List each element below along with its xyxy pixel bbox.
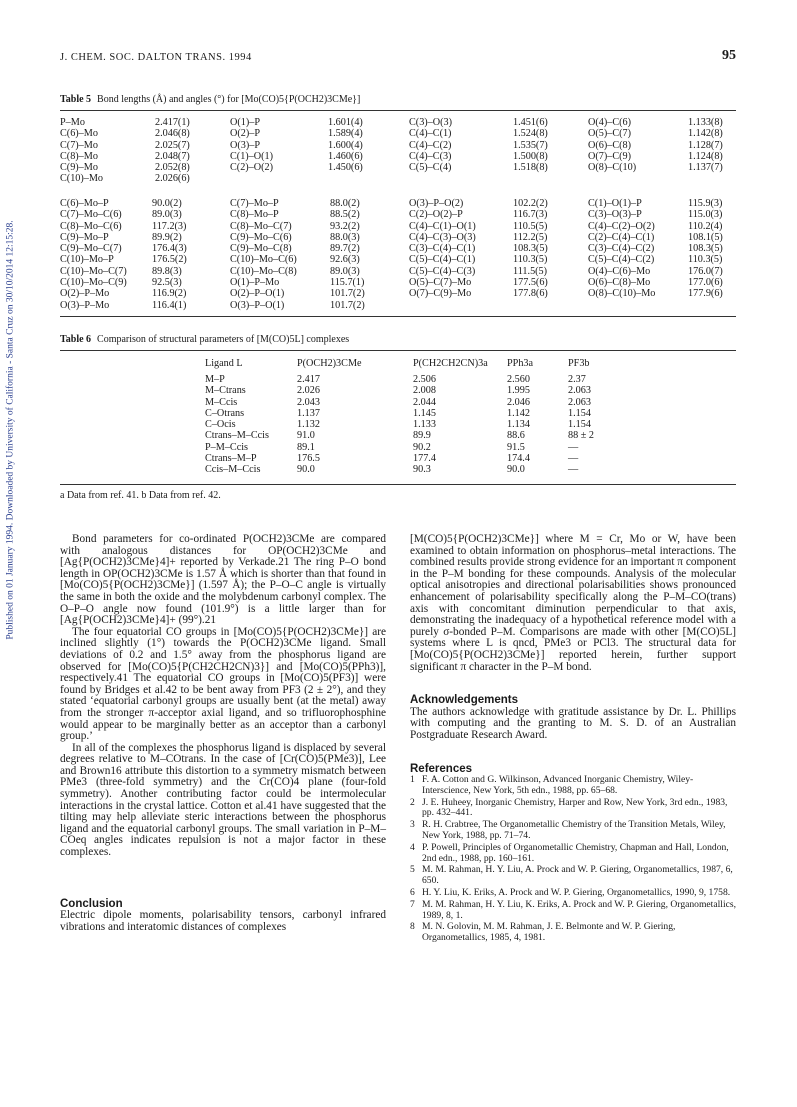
table-cell: 2.008 <box>413 385 436 397</box>
table6-header-col4: PF3b <box>568 358 590 369</box>
table-cell: O(3)–P <box>230 139 260 151</box>
reference-item <box>410 843 736 865</box>
table-cell: C(8)–Mo–C(7) <box>230 220 292 232</box>
table5-caption <box>60 94 360 105</box>
table-cell: O(5)–C(7)–Mo <box>409 277 472 289</box>
table-cell: 2.026(6) <box>155 173 190 185</box>
table-cell: 101.7(2) <box>330 299 365 311</box>
table-cell: 88.6 <box>507 430 525 442</box>
table-cell: 89.0(3) <box>330 265 360 277</box>
table-cell: 1.154 <box>568 419 591 431</box>
table-cell: 112.2(5) <box>513 231 548 243</box>
table-cell: C(8)–Mo–C(6) <box>60 220 122 232</box>
table-cell: P–Mo <box>60 117 85 128</box>
table-cell: 1.451(6) <box>513 117 548 128</box>
table6-header-col2: P(CH2CH2CN)3a <box>413 358 488 369</box>
table-cell: 2.417 <box>297 374 320 385</box>
bond-angle-row <box>60 221 736 232</box>
table-cell: C(2)–C(4)–C(1) <box>588 231 655 243</box>
table5-title: Bond lengths (Å) and angles (°) for [Mo(CO)5{P(OCH2)3CMe}] <box>97 94 361 105</box>
table-cell: P–M–Ccis <box>205 441 249 453</box>
table-cell: C(1)–O(1) <box>230 150 274 162</box>
table6-header-col1: P(OCH2)3CMe <box>297 358 362 369</box>
reference-item <box>410 900 736 922</box>
table-cell: 1.600(4) <box>328 139 363 151</box>
table-cell: 2.560 <box>507 374 530 385</box>
table6-row <box>205 464 605 475</box>
table-cell: O(2)–P–O(1) <box>230 288 285 300</box>
table-cell: 2.043 <box>297 396 320 408</box>
table-cell: 1.124(8) <box>688 150 723 162</box>
table-cell: 1.133(8) <box>688 117 723 128</box>
download-notice-text: Published on 01 January 1994. Downloaded by University of California - Santa Cruz on 30/10/2014 12:15:28. <box>6 220 16 640</box>
reference-text: M. M. Rahman, H. Y. Liu, A. Prock and W. P. Giering, Organometallics, 1987, 6, 650. <box>422 864 733 887</box>
table6-caption <box>60 334 349 345</box>
table-cell: 176.4(3) <box>152 243 187 255</box>
table6-bottom-rule <box>60 484 736 485</box>
table6-row <box>205 453 605 464</box>
left-column <box>60 534 386 933</box>
reference-item <box>410 775 736 797</box>
journal-name: J. CHEM. SOC. DALTON TRANS. 1994 <box>60 52 252 63</box>
table-cell: C(7)–Mo–P <box>230 198 279 209</box>
table-cell: C(10)–Mo–C(9) <box>60 277 127 289</box>
table-cell: 1.500(8) <box>513 150 548 162</box>
table-cell: M–P <box>205 374 225 385</box>
reference-number: 3 <box>410 819 415 831</box>
table-cell: 1.132 <box>297 419 320 431</box>
table-cell: O(1)–P <box>230 117 260 128</box>
reference-text: P. Powell, Principles of Organometallic Chemistry, Chapman and Hall, London, 2nd edn., 1988, pp. 160–161. <box>422 841 729 864</box>
table-cell: 110.3(5) <box>513 254 548 266</box>
table-cell: 2.026 <box>297 385 320 397</box>
table-cell: C(2)–O(2)–P <box>409 209 463 221</box>
reference-number: 2 <box>410 796 415 808</box>
reference-item <box>410 798 736 820</box>
bond-length-row <box>60 128 736 139</box>
table-cell: 91.5 <box>507 441 525 453</box>
table-cell: 110.5(5) <box>513 220 548 232</box>
table-cell: 1.601(4) <box>328 117 363 128</box>
table-cell: 177.8(6) <box>513 288 548 300</box>
acknowledgements-text: The authors acknowledge with gratitude assistance by Dr. L. Phillips with computing and the granting to M. S. D. of an Australian Postgraduate Research Award. <box>410 705 736 741</box>
body-paragraph: In all of the complexes the phosphorus ligand is displaced by several degrees relative to M–COtrans. In the case of [Cr(CO)5(PMe3)], Lee and Brown16 attribute this distortion to a symmetry mismatch between PMe3 (three-fold symmetry) and the Cr(CO)4 plane (four-fold symmetry). Another contributing factor could be intermolecular interactions in the crystal lattice. Cotton et al.41 have suggested that the tilting may help alleviate steric interactions between the phosphorus ligand and the equatorial carbonyl groups. The small variation in P–M–COeq angles indicates repulsion is not a major factor in these complexes. <box>60 741 386 859</box>
table6-body <box>205 374 605 476</box>
table-cell: 90.2 <box>413 441 431 453</box>
right-column <box>410 534 736 945</box>
table-cell: 89.1 <box>297 441 315 453</box>
table-cell: O(7)–C(9)–Mo <box>409 288 472 300</box>
page-number: 95 <box>722 48 736 63</box>
table-cell: C(10)–Mo–P <box>60 254 114 266</box>
body-paragraph: Bond parameters for co-ordinated P(OCH2)3CMe are compared with analogous distances for OP(OCH2)3CMe and [Ag{P(OCH2)3CMe}4]+ reported by Verkade.21 The ring P–O bond length in OP(OCH2)3CMe is 1.57 Å which is shorter than that found in [Mo(CO)5{P(OCH2)3CMe}] (1.597 Å); the P–O–C angle is virtually the same in both the oxide and the molybdenum carbonyl complex. The O–P–O angle now found (101.9°) is a little larger than for [Ag{P(OCH2)3CMe}4]+ (99°).21 <box>60 533 386 627</box>
reference-text: R. H. Crabtree, The Organometallic Chemistry of the Transition Metals, Wiley, New York, 1988, pp. 71–74. <box>422 819 726 842</box>
table6-header-row <box>205 358 605 370</box>
table-cell: 177.0(6) <box>688 277 723 289</box>
table-cell: C(1)–O(1)–P <box>588 198 642 209</box>
conclusion-text: Electric dipole moments, polarisability tensors, carbonyl infrared vibrations and interatomic distances of complexes <box>60 909 386 933</box>
bond-length-row <box>60 151 736 162</box>
table-cell: 177.4 <box>413 453 436 465</box>
table-cell: C(4)–C(1) <box>409 128 452 140</box>
table-cell: 2.046(8) <box>155 128 190 140</box>
table-cell: 88.0(2) <box>330 198 360 209</box>
table5-top-rule <box>60 110 736 111</box>
table-cell: 174.4 <box>507 453 530 465</box>
table-cell: Ctrans–M–P <box>205 453 257 465</box>
table-cell: 177.9(6) <box>688 288 723 300</box>
table5-bond-lengths <box>60 117 736 185</box>
table-cell: 89.0(3) <box>152 209 182 221</box>
references-list <box>410 775 736 944</box>
table-cell: 1.145 <box>413 407 436 419</box>
table-cell: O(3)–P–O(1) <box>230 299 285 311</box>
table-cell: 2.046 <box>507 396 530 408</box>
reference-text: J. E. Huheey, Inorganic Chemistry, Harper and Row, New York, 3rd edn., 1983, pp. 432–441. <box>422 796 728 819</box>
reference-number: 1 <box>410 774 415 786</box>
table-cell: 90.0 <box>297 464 315 476</box>
table6-label: Table 6 <box>60 334 92 345</box>
table-cell: 1.995 <box>507 385 530 397</box>
table-cell: M–Ccis <box>205 396 238 408</box>
table-cell: 1.137 <box>297 407 320 419</box>
bond-angle-row <box>60 266 736 277</box>
table-cell: C(6)–Mo–P <box>60 198 109 209</box>
table-cell: 1.137(7) <box>688 162 723 174</box>
table-cell: O(6)–C(8) <box>588 139 632 151</box>
table-cell: 115.7(1) <box>330 277 365 289</box>
table-cell: 89.8(3) <box>152 265 182 277</box>
table-cell: 2.37 <box>568 374 586 385</box>
table-cell: Ccis–M–Ccis <box>205 464 261 476</box>
table-cell: 91.0 <box>297 430 315 442</box>
table-cell: C(4)–C(2)–O(2) <box>588 220 655 232</box>
table-cell: 110.3(5) <box>688 254 723 266</box>
table-cell: 2.048(7) <box>155 150 190 162</box>
reference-number: 4 <box>410 841 415 853</box>
table-cell: O(8)–C(10)–Mo <box>588 288 656 300</box>
table-cell: 101.7(2) <box>330 288 365 300</box>
table-cell: 92.6(3) <box>330 254 360 266</box>
table-cell: 89.7(2) <box>330 243 360 255</box>
reference-item <box>410 820 736 842</box>
bond-length-row <box>60 117 736 128</box>
table-cell: C(9)–Mo–C(8) <box>230 243 292 255</box>
bond-length-row <box>60 173 736 184</box>
body-paragraph: The four equatorial CO groups in [Mo(CO)5{P(OCH2)3CMe}] are inclined slightly (1°) towards the P(OCH2)3CMe ligand. Small deviations of 0.2 and 1.5° away from the phosphorus ligand are observed for [Mo(CO)5{P(CH2CH2CN)3}] and [Mo(CO)5(PPh3)], respectively.41 The equatorial CO groups in [Mo(CO)5(PF3)] were found by Bridges et al.42 to be bent away from PF3 (2 ± 2°), and they stated ‘equatorial carbonyl groups are usually bent (at the metal) away from the stronger π-acceptor axial ligand, and so trifluorophosphine would appear to be marginally better as an acceptor than a carbonyl group.’ <box>60 625 386 743</box>
reference-text: M. M. Rahman, H. Y. Liu, K. Eriks, A. Prock and W. P. Giering, Organometallics, 1989, 8, 1. <box>422 898 736 921</box>
table-cell: — <box>568 441 579 453</box>
table6-row <box>205 430 605 441</box>
table6-header-ligand: Ligand L <box>205 358 243 369</box>
table-cell: C(5)–C(4)–C(2) <box>588 254 655 266</box>
table6-row <box>205 408 605 419</box>
table-cell: 108.3(5) <box>513 243 548 255</box>
table-cell: 1.460(6) <box>328 150 363 162</box>
table-cell: C(10)–Mo–C(6) <box>230 254 297 266</box>
table-cell: C(7)–Mo <box>60 139 98 151</box>
table5-bottom-rule <box>60 316 736 317</box>
table-cell: 116.4(1) <box>152 299 187 311</box>
reference-item <box>410 922 736 944</box>
table-cell: 110.2(4) <box>688 220 723 232</box>
table-cell: C(3)–C(4)–C(2) <box>588 243 655 255</box>
table-cell: O(3)–P–Mo <box>60 299 110 311</box>
table-cell: 116.7(3) <box>513 209 548 221</box>
table-cell: 108.1(5) <box>688 231 723 243</box>
table-cell: O(2)–P <box>230 128 260 140</box>
table-cell: 102.2(2) <box>513 198 548 209</box>
table-cell: O(7)–C(9) <box>588 150 632 162</box>
table-cell: C(6)–Mo <box>60 128 98 140</box>
table-cell: C(4)–C(2) <box>409 139 452 151</box>
references-heading: References <box>410 762 473 775</box>
conclusion-continued-text: [M(CO)5{P(OCH2)3CMe}] where M = Cr, Mo or W, have been examined to obtain information on phosphorus–metal interactions. The combined results provide strong evidence for an important π component in the P–M bonding for these compounds. Analysis of the molecular optical anisotropies and directional polarisabilities shows pronounced enhancement of polarisability specifically along the P–M–CO(trans) axis with concomitant diminution perpendicular to that axis, demonstrating the inadequacy of a hypothetical reference model with a purely σ-bonded P–M. Comparisons are made with other [M(CO)5L] systems where L is qncd, PMe3 or PCl3. The structural data for [Mo(CO)5{P(OCH2)3CMe}] reported herein, further support significant π character in the P–M bond. <box>410 533 737 673</box>
table-cell: Ctrans–M–Ccis <box>205 430 269 442</box>
table-cell: 115.9(3) <box>688 198 723 209</box>
table-cell: C(3)–C(4)–C(1) <box>409 243 476 255</box>
table-cell: 2.025(7) <box>155 139 190 151</box>
table-cell: 108.3(5) <box>688 243 723 255</box>
table-cell: 1.154 <box>568 407 591 419</box>
download-notice <box>4 160 18 700</box>
table-cell: C(9)–Mo <box>60 162 98 174</box>
table-cell: C(7)–Mo–C(6) <box>60 209 122 221</box>
table-cell: O(3)–P–O(2) <box>409 198 464 209</box>
table-cell: 90.3 <box>413 464 431 476</box>
table-cell: C(2)–O(2) <box>230 162 274 174</box>
table-cell: C(5)–C(4)–C(3) <box>409 265 476 277</box>
table-cell: 1.589(4) <box>328 128 363 140</box>
table-cell: O(4)–C(6) <box>588 117 632 128</box>
table-cell: C(4)–C(3) <box>409 150 452 162</box>
table-cell: 88 ± 2 <box>568 430 594 442</box>
table-cell: 1.518(8) <box>513 162 548 174</box>
table-cell: 93.2(2) <box>330 220 360 232</box>
conclusion-heading: Conclusion <box>60 897 123 910</box>
bond-angle-row <box>60 300 736 311</box>
table-cell: 176.5 <box>297 453 320 465</box>
table-cell: C(8)–Mo–P <box>230 209 279 221</box>
table5-label: Table 5 <box>60 94 92 105</box>
table-cell: C(4)–C(1)–O(1) <box>409 220 476 232</box>
table6-title: Comparison of structural parameters of [M(CO)5L] complexes <box>97 334 350 345</box>
table-cell: 111.5(5) <box>513 265 548 277</box>
table6-row <box>205 397 605 408</box>
reference-number: 7 <box>410 898 415 910</box>
table-cell: 1.535(7) <box>513 139 548 151</box>
table-cell: 1.450(6) <box>328 162 363 174</box>
bond-angle-row <box>60 288 736 299</box>
table-cell: 117.2(3) <box>152 220 187 232</box>
table-cell: 1.133 <box>413 419 436 431</box>
reference-number: 5 <box>410 864 415 876</box>
table-cell: C–Ocis <box>205 419 236 431</box>
bond-length-row <box>60 162 736 173</box>
table6-footnote: a Data from ref. 41. b Data from ref. 42. <box>60 490 221 501</box>
table-cell: 2.417(1) <box>155 117 190 128</box>
table-cell: 176.0(7) <box>688 265 723 277</box>
table-cell: 116.9(2) <box>152 288 187 300</box>
table-cell: C(4)–C(3)–O(3) <box>409 231 476 243</box>
table-cell: O(2)–P–Mo <box>60 288 110 300</box>
table6-row <box>205 419 605 430</box>
table-cell: O(4)–C(6)–Mo <box>588 265 651 277</box>
table-cell: 2.052(8) <box>155 162 190 174</box>
table-cell: C(9)–Mo–C(6) <box>230 231 292 243</box>
table-cell: 176.5(2) <box>152 254 187 266</box>
table-cell: O(1)–P–Mo <box>230 277 280 289</box>
table-cell: 2.063 <box>568 385 591 397</box>
table-cell: — <box>568 453 579 465</box>
running-header <box>60 48 736 68</box>
reference-text: F. A. Cotton and G. Wilkinson, Advanced Inorganic Chemistry, Wiley-Interscience, New York, 5th edn., 1988, pp. 65–68. <box>422 774 694 796</box>
table-cell: C(5)–C(4)–C(1) <box>409 254 476 266</box>
table-cell: 88.5(2) <box>330 209 360 221</box>
table6-header-col3: PPh3a <box>507 358 534 369</box>
table-cell: 1.524(8) <box>513 128 548 140</box>
table-cell: 1.142(8) <box>688 128 723 140</box>
bond-angle-row <box>60 209 736 220</box>
table-cell: 89.9(2) <box>152 231 182 243</box>
table-cell: 92.5(3) <box>152 277 182 289</box>
table-cell: O(6)–C(8)–Mo <box>588 277 651 289</box>
table-cell: C(9)–Mo–C(7) <box>60 243 122 255</box>
table-cell: 115.0(3) <box>688 209 723 221</box>
table-cell: 1.134 <box>507 419 530 431</box>
table-cell: — <box>568 464 579 476</box>
bond-angle-row <box>60 254 736 265</box>
table-cell: 90.0(2) <box>152 198 182 209</box>
table-cell: C(8)–Mo <box>60 150 98 162</box>
reference-item <box>410 888 736 899</box>
table-cell: C–Otrans <box>205 407 245 419</box>
bond-angle-row <box>60 232 736 243</box>
table-cell: 2.044 <box>413 396 436 408</box>
table-cell: M–Ctrans <box>205 385 246 397</box>
table-cell: C(3)–O(3)–P <box>588 209 642 221</box>
table-cell: C(3)–O(3) <box>409 117 453 128</box>
table-cell: 2.063 <box>568 396 591 408</box>
acknowledgements-heading: Acknowledgements <box>410 694 518 707</box>
table5-bond-angles <box>60 198 736 311</box>
table-cell: 1.142 <box>507 407 530 419</box>
table-cell: C(5)–C(4) <box>409 162 452 174</box>
reference-number: 8 <box>410 921 415 933</box>
table-cell: 88.0(3) <box>330 231 360 243</box>
table-cell: 90.0 <box>507 464 525 476</box>
table-cell: C(10)–Mo <box>60 173 104 185</box>
table-cell: O(5)–C(7) <box>588 128 632 140</box>
table-cell: C(9)–Mo–P <box>60 231 109 243</box>
bond-length-row <box>60 140 736 151</box>
table6-row <box>205 374 605 385</box>
reference-text: H. Y. Liu, K. Eriks, A. Prock and W. P. Giering, Organometallics, 1990, 9, 1758. <box>422 887 731 899</box>
reference-number: 6 <box>410 887 415 899</box>
reference-item <box>410 865 736 887</box>
table6-top-rule <box>60 350 736 351</box>
table-cell: C(10)–Mo–C(7) <box>60 265 127 277</box>
bond-angle-row <box>60 277 736 288</box>
table-cell: 1.128(7) <box>688 139 723 151</box>
bond-angle-row <box>60 198 736 209</box>
table-cell: O(8)–C(10) <box>588 162 637 174</box>
table-cell: 89.9 <box>413 430 431 442</box>
table6-row <box>205 442 605 453</box>
table6-row <box>205 385 605 396</box>
bond-angle-row <box>60 243 736 254</box>
table-cell: C(10)–Mo–C(8) <box>230 265 297 277</box>
table-cell: 2.506 <box>413 374 436 385</box>
reference-text: M. N. Golovin, M. M. Rahman, J. E. Belmonte and W. P. Giering, Organometallics, 1985, 4, 1981. <box>422 921 676 944</box>
table-cell: 177.5(6) <box>513 277 548 289</box>
